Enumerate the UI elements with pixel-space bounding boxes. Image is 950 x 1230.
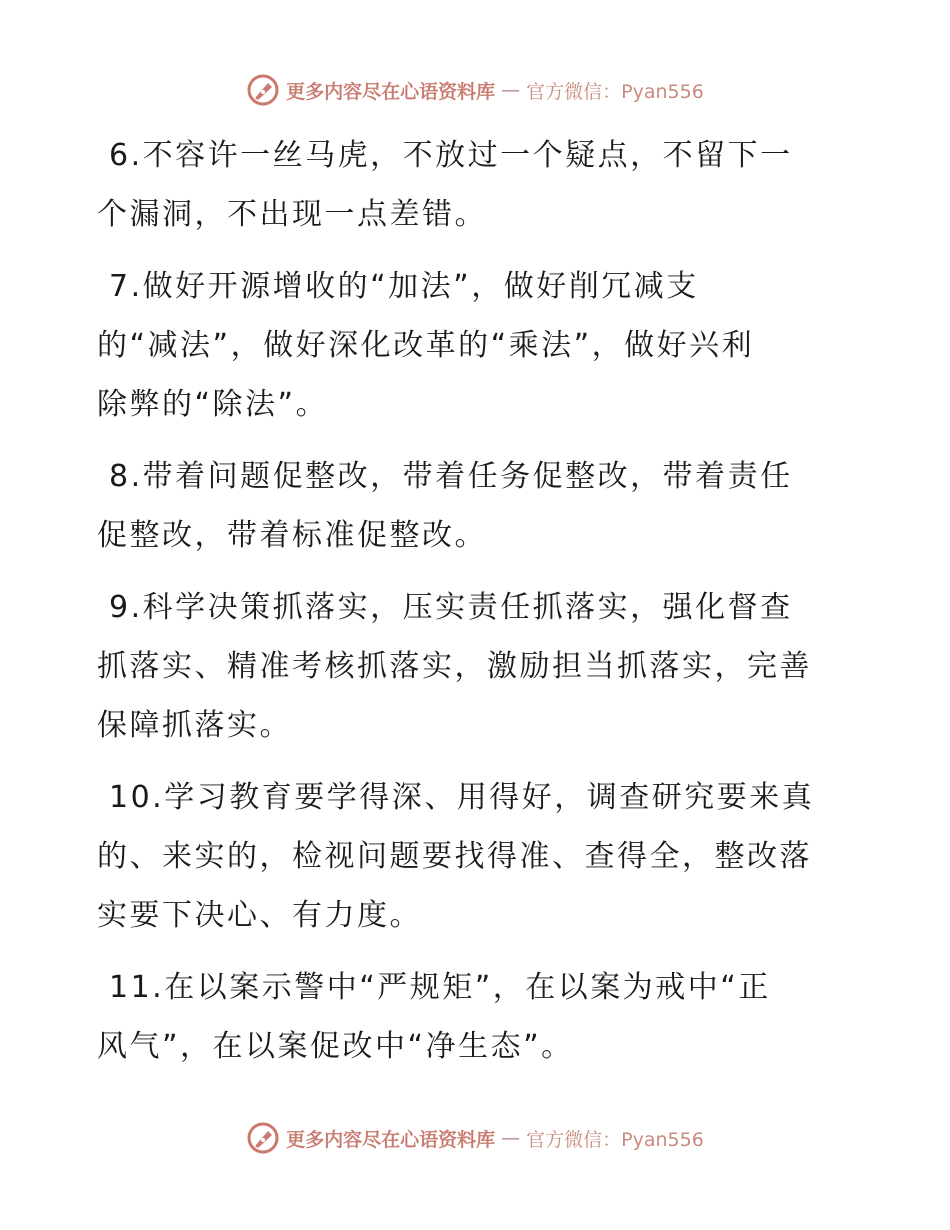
paragraph-line: 促整改，带着标准促整改。 <box>97 518 487 553</box>
footer-watermark <box>0 1118 950 1158</box>
paragraph-line: 11.在以案示警中“严规矩”，在以案为戒中“正 <box>109 970 771 1005</box>
paragraph-line: 风气”，在以案促改中“净生态”。 <box>97 1029 574 1064</box>
paragraph-8 <box>97 447 857 565</box>
paragraph-10 <box>97 768 857 945</box>
watermark-separator: — <box>501 79 521 101</box>
paragraph-line: 抓落实、精准考核抓落实，激励担当抓落实，完善 <box>97 649 812 684</box>
document-body <box>97 126 857 1089</box>
paragraph-line: 7.做好开源增收的“加法”，做好削冗减支 <box>109 269 699 304</box>
watermark-brand: 更多内容尽在心语资料库 <box>286 80 496 103</box>
paragraph-line: 的、来实的，检视问题要找得准、查得全，整改落 <box>97 839 812 874</box>
watermark-separator: — <box>501 1127 521 1149</box>
paragraph-7 <box>97 257 857 434</box>
paragraph-6 <box>97 126 857 244</box>
paragraph-line: 10.学习教育要学得深、用得好，调查研究要来真 <box>109 780 815 815</box>
paragraph-line: 保障抓落实。 <box>97 708 292 743</box>
paragraph-line: 实要下决心、有力度。 <box>97 898 422 933</box>
watermark-contact: 官方微信：Pyan556 <box>526 80 704 103</box>
pen-nib-circle-icon <box>246 1121 280 1155</box>
header-watermark <box>0 70 950 110</box>
pen-nib-circle-icon <box>246 73 280 107</box>
paragraph-line: 9.科学决策抓落实，压实责任抓落实，强化督查 <box>109 590 793 625</box>
paragraph-line: 6.不容许一丝马虎，不放过一个疑点，不留下一 <box>109 138 793 173</box>
paragraph-line: 的“减法”，做好深化改革的“乘法”，做好兴利 <box>97 328 755 363</box>
watermark-contact: 官方微信：Pyan556 <box>526 1128 704 1151</box>
paragraph-line: 除弊的“除法”。 <box>97 387 329 422</box>
paragraph-11 <box>97 958 857 1076</box>
paragraph-9 <box>97 578 857 755</box>
paragraph-line: 8.带着问题促整改，带着任务促整改，带着责任 <box>109 459 793 494</box>
paragraph-line: 个漏洞，不出现一点差错。 <box>97 197 487 232</box>
watermark-brand: 更多内容尽在心语资料库 <box>286 1128 496 1151</box>
